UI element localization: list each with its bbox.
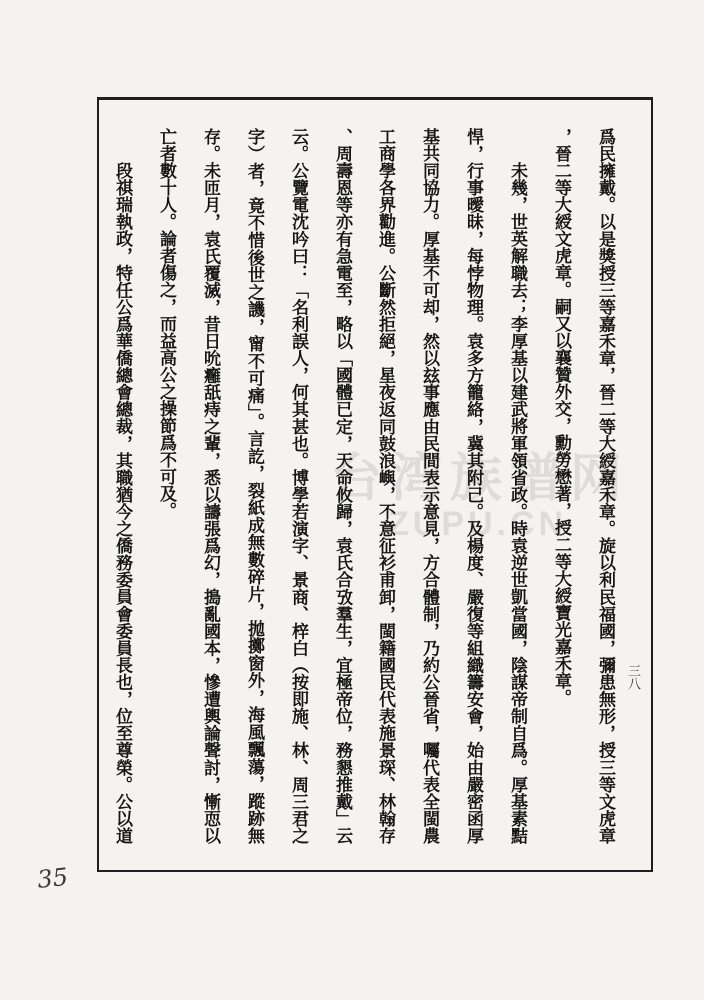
text-column-4: 悍，行事曖昧，每悖物理。袁多方籠絡，冀其附己。及楊度、嚴復等組織籌安會，始由嚴密函厚 (463, 128, 483, 844)
text-column-10: 存。未匝月，袁氏覆滅，昔日吮癰舐痔之輩，悉以譸張爲幻，搗亂國本，慘遭輿論聲討，慚恧以 (200, 128, 220, 844)
text-column-3: 未幾，世英解職去；李厚基以建武將軍領省政。時袁逆世凱當國，陰謀帝制自爲。厚基素黠 (507, 162, 527, 844)
text-column-12: 段祺瑞執政，特任公爲華僑總會總裁，其職猶今之僑務委員會委員長也，位至尊榮。公以道 (112, 162, 132, 844)
handwritten-mark: 35 (36, 862, 70, 894)
text-column-11: 亡者數十人。論者傷之，而益高公之操節爲不可及。 (156, 128, 176, 519)
text-column-8: 云。公覽電沈吟曰：「名利誤人，何其甚也。博學若演字、景商、梓白（按即施、林、周三君之 (288, 128, 308, 844)
text-column-9: 字）者，竟不惜後世之譏，甯不可痛」。言訖，裂紙成無數碎片，拋擲窗外，海風飄蕩，蹤跡無 (244, 128, 264, 844)
page-number: 三八 (625, 664, 640, 690)
text-column-2: ，晉二等大綬文虎章。嗣又以襄贊外交，勳勞懋著，授二等大綬寶光嘉禾章。 (551, 128, 571, 706)
text-column-1: 爲民擁戴。以是獎授三等嘉禾章，晉二等大綬嘉禾章。旋以利民福國，彌患無形，授三等文虎章 (595, 128, 615, 844)
text-column-7: 、周壽恩等亦有急電至，略以「國體已定，天命攸歸，袁氏合攷羣生，宜極帝位，務懇推戴」云 (332, 128, 352, 844)
text-column-5: 基共同協力。厚基不可却，然以玆事應由民間表示意見，方合體制，乃約公晉省，囑代表全閩農 (419, 128, 439, 844)
watermark-title: 台湾族谱网 (330, 448, 631, 509)
text-column-6: 工商學各界勸進。公斷然拒絕，星夜返同鼓浪嶼，不意征衫甫卸，閩籍國民代表施景琛、林翰存 (375, 128, 395, 844)
watermark-url: ZUPU.CN (388, 505, 568, 543)
